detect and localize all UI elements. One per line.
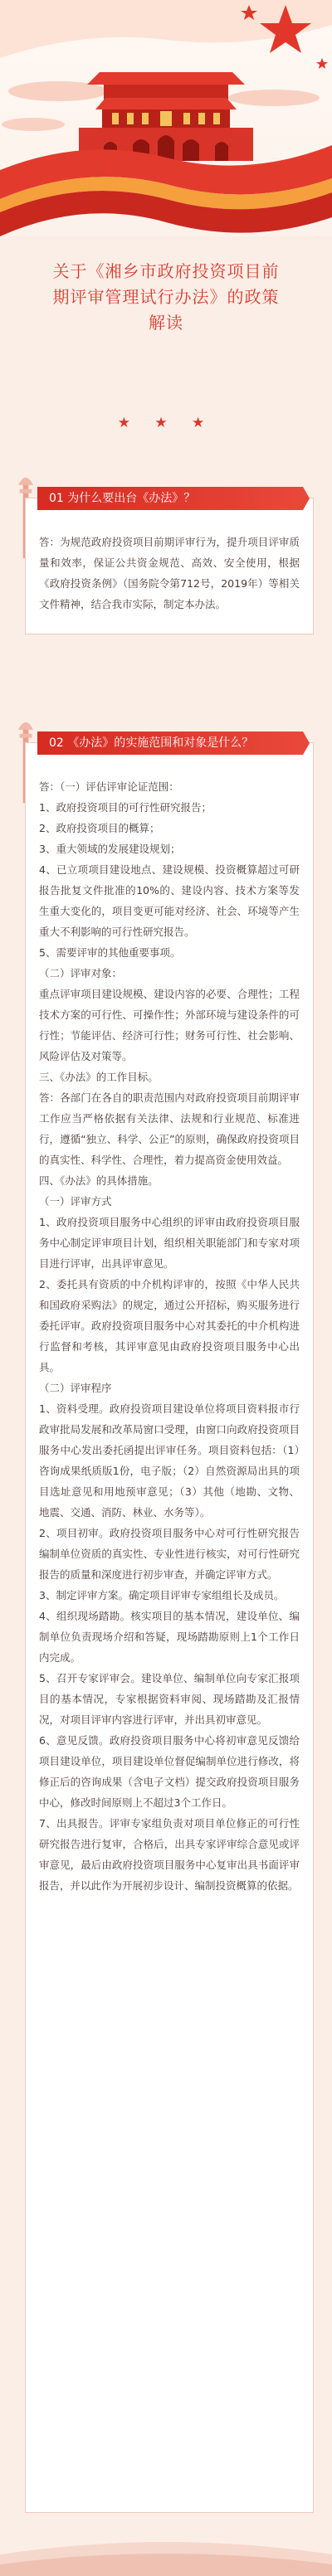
section-2-paragraph: 3、重大领域的发展建设规划； [39,843,181,855]
title-line-1: 关于《湘乡市政府投资项目前 [52,261,280,281]
section-2-paragraph: 1、资料受理。政府投资项目建设单位将项目资料报市行政审批局发展和改革局窗口受理，由窗口向政府投资项目服务中心发出委托函提出评审任务。项目资料包括：（1）咨询成果纸质版1份，电子版；（2）自然资源局出具的项目选址意见和用地预审意见；（3）其他（地勘、文物、地震、交通、消防、林业、水务等）。 [39,1402,300,1519]
section-2-paragraph: 5、需要评审的其他重要事项。 [39,946,181,959]
section-1-header: 01 为什么要出台《办法》？ [37,487,303,510]
section-2-paragraph: 1、政府投资项目的可行性研究报告； [39,801,212,814]
section-2-paragraph: （一）评审方式 [39,1195,112,1208]
section-2-paragraph: 7、出具报告。评审专家组负责对项目单位修正的可行性研究报告进行复审，合格后，出具专家评审综合意见或评审意见，最后由政府投资项目服务中心复审出具书面评审报告，并以此作为开展初步设计、编制投资概算的依据。 [39,1817,300,1892]
section-2-paragraph: 4、已立项项目建设地点、建设规模、投资概算超过可研报告批复文件批准的10%的、建设内容、技术方案等发生重大变化的，项目变更可能对经济、社会、环境等产生重大不利影响的可行性研究报告。 [39,863,300,938]
section-2-paragraph: 2、项目初审。政府投资项目服务中心对可行性研究报告编制单位资质的真实性、专业性进行核实，对可行性研究报告的质量和深度进行初步审查，并确定评审方式。 [39,1527,300,1581]
section-2-paragraph: 6、意见反馈。政府投资项目服务中心将初审意见反馈给项目建设单位，项目建设单位督促编制单位进行修改，将修正后的咨询成果（含电子文档）提交政府投资项目服务中心，修改时间原则上不超过3个工作日。 [39,1734,300,1809]
section-2-body [39,776,300,1896]
section-2-paragraph: （二）评审对象： [39,967,123,979]
section-2-paragraph: 4、组织现场踏勘。核实项目的基本情况，建设单位、编制单位负责现场介绍和答疑，现场踏勘原则上1个工作日内完成。 [39,1610,300,1664]
section-2-paragraph: 答：（一）评估评审论证范围： [39,780,179,793]
gate-building [79,72,253,161]
section-2-paragraph: 2、政府投资项目的概算； [39,822,160,834]
footer-decoration [0,2521,332,2576]
section-2-paragraph: 1、政府投资项目服务中心组织的评审由政府投资项目服务中心制定评审项目计划，组织相关职能部门和专家对项目进行评审，出具评审意见。 [39,1216,300,1270]
title-line-3: 解读 [149,313,183,333]
section-2-paragraph: 答：各部门在各自的职责范围内对政府投资项目前期评审工作应当严格依据有关法律、法规和行业规范、标准进行，遵循“独立、科学、公正”的原则，确保政府投资项目的真实性、科学性、合理性，着力提高资金使用效益。 [39,1091,300,1166]
section-2-card [25,736,314,2513]
header-banner [0,0,332,249]
section-2-paragraph: 5、召开专家评审会。建设单位、编制单位向专家汇报项目的基本情况，专家根据资料审阅、现场踏勘及汇报情况，对项目评审内容进行评审，并出具初审意见。 [39,1672,300,1726]
section-1-card [25,492,314,634]
tiananmen-banner-illustration [0,0,332,249]
section-2-paragraph: 2、委托具有资质的中介机构评审的，按照《中华人民共和国政府采购法》的规定，通过公开招标，购买服务进行委托评审。政府投资项目服务中心对其委托的中介机构进行监督和考核，其评审意见由政府投资项目服务中心出具。 [39,1278,300,1373]
section-2-paragraph: 三、《办法》的工作目标。 [39,1071,159,1083]
star-divider: ★ ★ ★ [117,415,215,431]
section-2-paragraph: （二）评审程序 [39,1382,112,1394]
section-1-text: 答：为规范政府投资项目前期评审行为，提升项目评审质量和效率，保证公共资金规范、高效、安全使用，根据《政府投资条例》（国务院令第712号，2019年）等相关文件精神，结合我市实际，制定本办法。 [39,536,300,610]
section-2-paragraph: 四、《办法》的具体措施。 [39,1174,159,1187]
section-1-body [39,532,300,615]
title-line-2: 期评审管理试行办法》的政策 [52,287,280,307]
section-2-paragraph: 重点评审项目建设规模、建设内容的必要、合理性；工程技术方案的可行性、可操作性；外部环境与建设条件的可行性；节能评估、经济可行性；财务可行性、社会影响、风险评估及对策等。 [39,988,300,1062]
page-title [0,259,332,336]
section-2-header: 02 《办法》的实施范围和对象是什么？ [37,731,303,755]
section-2-paragraph: 3、制定评审方案。确定项目评审专家组组长及成员。 [39,1589,285,1601]
